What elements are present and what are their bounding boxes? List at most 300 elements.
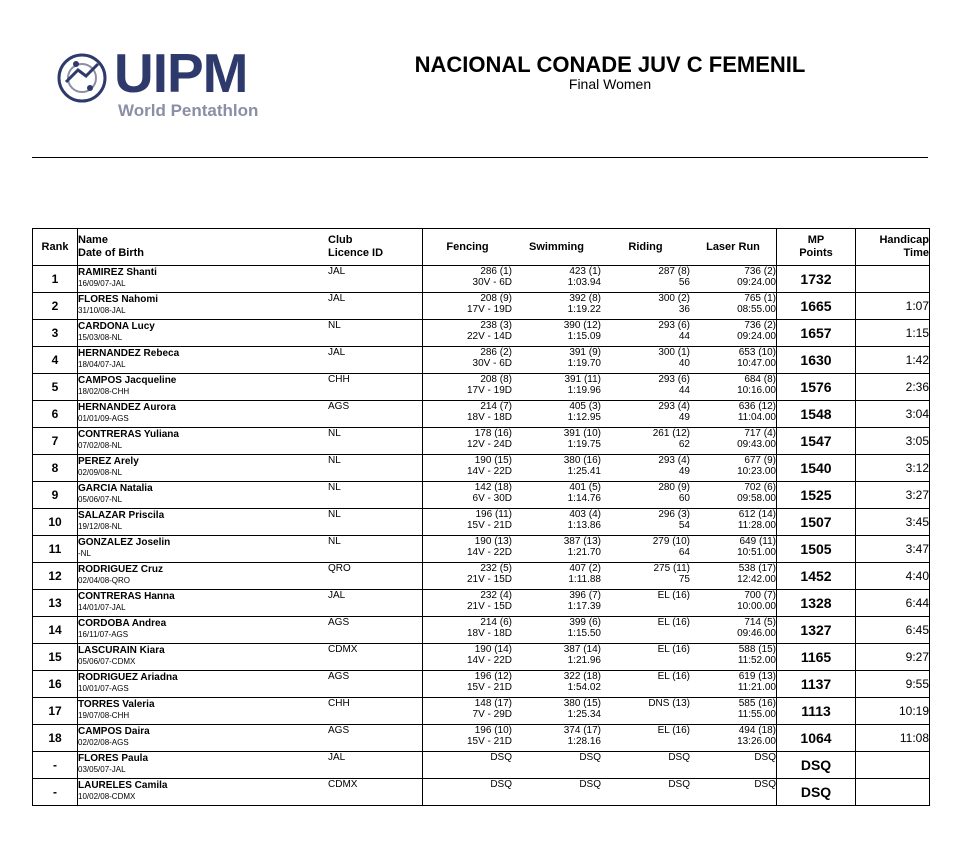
- athlete-dob: 18/02/08-CHH: [78, 387, 130, 396]
- fencing-detail: 7V - 29D: [472, 709, 512, 720]
- swimming-cell: [512, 428, 601, 455]
- riding-score: 296 (3): [658, 509, 690, 520]
- fencing-cell: [423, 320, 513, 347]
- riding-score: EL (16): [657, 590, 690, 601]
- table-row: [33, 374, 930, 401]
- fencing-cell: [423, 563, 513, 590]
- athlete-cell: [78, 671, 329, 698]
- fencing-cell: [423, 293, 513, 320]
- fencing-detail: 30V - 6D: [472, 358, 512, 369]
- mp-points-cell: 1505: [777, 536, 856, 563]
- athlete-cell: [78, 698, 329, 725]
- mp-points-cell: 1525: [777, 482, 856, 509]
- riding-cell: [601, 752, 690, 779]
- table-row: [33, 536, 930, 563]
- athlete-name: LASCURAIN Kiara: [78, 645, 165, 656]
- mp-points-cell: 1665: [777, 293, 856, 320]
- athlete-cell: [78, 536, 329, 563]
- uipm-logo: [56, 42, 286, 126]
- fencing-cell: [423, 590, 513, 617]
- riding-detail: 62: [678, 439, 690, 450]
- swimming-detail: 1:19.96: [567, 385, 601, 396]
- swimming-cell: [512, 752, 601, 779]
- laser-run-score: 585 (16): [738, 698, 776, 709]
- swimming-detail: 1:15.50: [567, 628, 601, 639]
- fencing-score: DSQ: [490, 779, 512, 790]
- mp-points-cell: 1165: [777, 644, 856, 671]
- laser-run-score: 636 (12): [738, 401, 776, 412]
- riding-detail: 36: [678, 304, 690, 315]
- swimming-cell: [512, 671, 601, 698]
- laser-run-detail: 08:55.00: [737, 304, 776, 315]
- athlete-cell: [78, 374, 329, 401]
- athlete-dob: 16/11/07-AGS: [78, 630, 129, 639]
- laser-run-detail: 09:43.00: [737, 439, 776, 450]
- club-cell: JAL: [328, 347, 423, 374]
- riding-score: 279 (10): [652, 536, 690, 547]
- club-cell: AGS: [328, 617, 423, 644]
- riding-score: 293 (4): [658, 455, 690, 466]
- laser-run-detail: 09:46.00: [737, 628, 776, 639]
- rank-cell: 12: [33, 563, 78, 590]
- handicap-time-cell: 3:45: [856, 509, 930, 536]
- athlete-cell: [78, 563, 329, 590]
- page-title: NACIONAL CONADE JUV C FEMENIL: [414, 52, 806, 77]
- club-cell: CHH: [328, 374, 423, 401]
- riding-score: 275 (11): [653, 563, 690, 574]
- swimming-score: 407 (2): [569, 563, 601, 574]
- fencing-detail: 15V - 21D: [466, 736, 512, 747]
- laser-run-detail: 10:51.00: [737, 547, 776, 558]
- athlete-cell: [78, 617, 329, 644]
- swimming-detail: 1:14.76: [567, 493, 601, 504]
- athlete-dob: 18/04/07-JAL: [78, 360, 126, 369]
- laser-run-detail: 09:24.00: [737, 331, 776, 342]
- fencing-score: 214 (6): [480, 617, 512, 628]
- riding-score: 293 (6): [658, 320, 690, 331]
- mp-points-cell: 1630: [777, 347, 856, 374]
- athlete-name: RAMIREZ Shanti: [78, 267, 157, 278]
- fencing-cell: [423, 455, 513, 482]
- handicap-time-cell: 10:19: [856, 698, 930, 725]
- laser-run-detail: 10:47.00: [737, 358, 776, 369]
- rank-cell: 9: [33, 482, 78, 509]
- table-row: [33, 266, 930, 293]
- riding-cell: [601, 482, 690, 509]
- riding-score: DSQ: [668, 779, 690, 790]
- laser-run-cell: [690, 779, 777, 806]
- riding-detail: 44: [678, 385, 690, 396]
- fencing-cell: [423, 752, 513, 779]
- laser-run-detail: 11:55.00: [737, 709, 776, 720]
- rank-cell: -: [33, 752, 78, 779]
- header-riding: Riding: [601, 229, 690, 266]
- fencing-score: 286 (2): [480, 347, 512, 358]
- club-cell: CDMX: [328, 779, 423, 806]
- riding-score: 300 (1): [658, 347, 690, 358]
- riding-score: EL (16): [657, 644, 690, 655]
- swimming-cell: [512, 509, 601, 536]
- athlete-cell: [78, 644, 329, 671]
- handicap-time-cell: 2:36: [856, 374, 930, 401]
- swimming-cell: [512, 590, 601, 617]
- swimming-score: DSQ: [579, 779, 601, 790]
- club-cell: NL: [328, 320, 423, 347]
- rank-cell: 17: [33, 698, 78, 725]
- handicap-time-cell: [856, 266, 930, 293]
- swimming-detail: 1:03.94: [567, 277, 601, 288]
- club-cell: AGS: [328, 671, 423, 698]
- riding-detail: 49: [678, 466, 690, 477]
- club-cell: NL: [328, 482, 423, 509]
- swimming-detail: 1:11.88: [568, 574, 601, 585]
- header-rank: Rank: [33, 229, 78, 266]
- athlete-dob: 05/06/07-NL: [78, 495, 123, 504]
- athlete-name: FLORES Nahomi: [78, 294, 159, 305]
- club-cell: JAL: [328, 266, 423, 293]
- athlete-dob: 15/03/08-NL: [78, 333, 123, 342]
- handicap-time-cell: 3:04: [856, 401, 930, 428]
- swimming-detail: 1:21.96: [567, 655, 601, 666]
- fencing-detail: 6V - 30D: [472, 493, 512, 504]
- swimming-cell: [512, 617, 601, 644]
- handicap-time-cell: 4:40: [856, 563, 930, 590]
- fencing-detail: 14V - 22D: [466, 547, 512, 558]
- fencing-detail: 15V - 21D: [466, 520, 512, 531]
- fencing-detail: 15V - 21D: [466, 682, 512, 693]
- handicap-time-cell: 3:47: [856, 536, 930, 563]
- header-name-label: Name: [78, 234, 108, 246]
- table-row: [33, 590, 930, 617]
- swimming-score: 391 (10): [563, 428, 601, 439]
- athlete-cell: [78, 455, 329, 482]
- table-row: [33, 320, 930, 347]
- swimming-cell: [512, 725, 601, 752]
- fencing-score: 196 (12): [474, 671, 512, 682]
- athlete-name: CONTRERAS Hanna: [78, 591, 175, 602]
- laser-run-score: 649 (11): [739, 536, 776, 547]
- handicap-time-cell: 9:55: [856, 671, 930, 698]
- laser-run-score: DSQ: [754, 779, 776, 790]
- swimming-score: 405 (3): [569, 401, 601, 412]
- handicap-time-cell: 6:44: [856, 590, 930, 617]
- fencing-detail: 21V - 15D: [466, 601, 512, 612]
- athlete-dob: 02/02/08-AGS: [78, 738, 129, 747]
- table-row: [33, 779, 930, 806]
- table-row: [33, 509, 930, 536]
- fencing-score: 196 (11): [475, 509, 512, 520]
- table-row: [33, 752, 930, 779]
- header-club: [328, 229, 423, 266]
- handicap-time-cell: 1:15: [856, 320, 930, 347]
- rank-cell: 6: [33, 401, 78, 428]
- laser-run-cell: [690, 617, 777, 644]
- fencing-cell: [423, 725, 513, 752]
- laser-run-cell: [690, 644, 777, 671]
- rank-cell: 4: [33, 347, 78, 374]
- swimming-score: 380 (16): [563, 455, 601, 466]
- fencing-score: 190 (13): [474, 536, 512, 547]
- riding-score: DSQ: [668, 752, 690, 763]
- laser-run-cell: [690, 590, 777, 617]
- laser-run-cell: [690, 347, 777, 374]
- fencing-cell: [423, 401, 513, 428]
- fencing-score: 196 (10): [474, 725, 512, 736]
- laser-run-score: 684 (8): [744, 374, 776, 385]
- mp-points-cell: 1540: [777, 455, 856, 482]
- laser-run-score: 588 (15): [738, 644, 776, 655]
- fencing-cell: [423, 482, 513, 509]
- table-row: [33, 455, 930, 482]
- swimming-score: 387 (13): [563, 536, 601, 547]
- club-cell: JAL: [328, 752, 423, 779]
- laser-run-detail: 10:00.00: [737, 601, 776, 612]
- swimming-detail: 1:54.02: [567, 682, 601, 693]
- mp-points-cell: DSQ: [777, 779, 856, 806]
- mp-points-cell: 1732: [777, 266, 856, 293]
- laser-run-cell: [690, 401, 777, 428]
- rank-cell: 11: [33, 536, 78, 563]
- swimming-cell: [512, 374, 601, 401]
- mp-points-cell: 1064: [777, 725, 856, 752]
- athlete-dob: 14/01/07-JAL: [78, 603, 126, 612]
- table-row: [33, 725, 930, 752]
- handicap-time-cell: 3:05: [856, 428, 930, 455]
- swimming-score: 391 (9): [569, 347, 601, 358]
- swimming-score: 322 (18): [563, 671, 601, 682]
- swimming-cell: [512, 698, 601, 725]
- athlete-cell: [78, 347, 329, 374]
- fencing-detail: 17V - 19D: [466, 304, 512, 315]
- riding-detail: 44: [678, 331, 690, 342]
- laser-run-detail: 12:42.00: [737, 574, 776, 585]
- athlete-cell: [78, 725, 329, 752]
- swimming-score: 374 (17): [563, 725, 601, 736]
- fencing-score: 178 (16): [474, 428, 512, 439]
- fencing-score: 208 (9): [480, 293, 512, 304]
- swimming-detail: 1:25.41: [567, 466, 601, 477]
- riding-score: 287 (8): [658, 266, 690, 277]
- header-time-label: Time: [903, 247, 929, 259]
- swimming-score: DSQ: [579, 752, 601, 763]
- header-handicap-label: Handicap: [879, 234, 929, 246]
- swimming-cell: [512, 563, 601, 590]
- fencing-score: 286 (1): [480, 266, 512, 277]
- swimming-score: 399 (6): [569, 617, 601, 628]
- riding-score: 300 (2): [658, 293, 690, 304]
- riding-cell: [601, 698, 690, 725]
- riding-cell: [601, 374, 690, 401]
- rank-cell: 5: [33, 374, 78, 401]
- riding-cell: [601, 401, 690, 428]
- table-row: [33, 563, 930, 590]
- fencing-detail: 14V - 22D: [466, 655, 512, 666]
- athlete-name: GARCIA Natalia: [78, 483, 153, 494]
- athlete-name: FLORES Paula: [78, 753, 149, 764]
- fencing-cell: [423, 509, 513, 536]
- laser-run-score: 714 (5): [744, 617, 776, 628]
- laser-run-cell: [690, 509, 777, 536]
- logo-subtitle: World Pentathlon: [118, 101, 259, 120]
- riding-detail: 75: [678, 574, 690, 585]
- swimming-cell: [512, 455, 601, 482]
- riding-score: EL (16): [657, 725, 690, 736]
- mp-points-cell: 1657: [777, 320, 856, 347]
- header-handicap-time: [856, 229, 930, 266]
- fencing-cell: [423, 266, 513, 293]
- riding-score: 293 (4): [658, 401, 690, 412]
- riding-detail: 54: [678, 520, 690, 531]
- swimming-cell: [512, 482, 601, 509]
- riding-cell: [601, 671, 690, 698]
- laser-run-cell: [690, 374, 777, 401]
- swimming-detail: 1:21.70: [567, 547, 601, 558]
- athlete-dob: 07/02/08-NL: [78, 441, 123, 450]
- results-body: [33, 266, 930, 806]
- handicap-time-cell: 3:12: [856, 455, 930, 482]
- fencing-cell: [423, 698, 513, 725]
- header-fencing: Fencing: [423, 229, 513, 266]
- athlete-name: CARDONA Lucy: [78, 321, 155, 332]
- table-row: [33, 347, 930, 374]
- fencing-score: 208 (8): [480, 374, 512, 385]
- fencing-score: 190 (15): [474, 455, 512, 466]
- handicap-time-cell: 9:27: [856, 644, 930, 671]
- fencing-detail: 30V - 6D: [472, 277, 512, 288]
- laser-run-score: 653 (10): [738, 347, 776, 358]
- athlete-cell: [78, 590, 329, 617]
- fencing-score: 142 (18): [474, 482, 512, 493]
- swimming-detail: 1:25.34: [567, 709, 601, 720]
- header-name: [78, 229, 329, 266]
- laser-run-cell: [690, 482, 777, 509]
- handicap-time-cell: [856, 752, 930, 779]
- athlete-name: PEREZ Arely: [78, 456, 139, 467]
- fencing-cell: [423, 374, 513, 401]
- athlete-dob: 16/09/07-JAL: [78, 279, 126, 288]
- laser-run-score: 538 (17): [738, 563, 776, 574]
- mp-points-cell: DSQ: [777, 752, 856, 779]
- athlete-dob: 19/07/08-CHH: [78, 711, 130, 720]
- athlete-name: RODRIGUEZ Ariadna: [78, 672, 178, 683]
- logo-wordmark: UIPM: [114, 42, 248, 104]
- table-row: [33, 644, 930, 671]
- swimming-cell: [512, 293, 601, 320]
- riding-cell: [601, 320, 690, 347]
- club-cell: NL: [328, 455, 423, 482]
- rank-cell: 14: [33, 617, 78, 644]
- mp-points-cell: 1548: [777, 401, 856, 428]
- riding-score: 280 (9): [658, 482, 690, 493]
- laser-run-detail: 09:58.00: [737, 493, 776, 504]
- athlete-dob: 19/12/08-NL: [78, 522, 123, 531]
- mp-points-cell: 1547: [777, 428, 856, 455]
- athlete-cell: [78, 779, 329, 806]
- riding-detail: 60: [678, 493, 690, 504]
- riding-cell: [601, 590, 690, 617]
- header-laser-run: Laser Run: [690, 229, 777, 266]
- swimming-cell: [512, 401, 601, 428]
- swimming-score: 391 (11): [564, 374, 601, 385]
- laser-run-detail: 11:21.00: [737, 682, 776, 693]
- fencing-cell: [423, 644, 513, 671]
- swimming-cell: [512, 779, 601, 806]
- swimming-detail: 1:15.09: [567, 331, 601, 342]
- mp-points-cell: 1328: [777, 590, 856, 617]
- laser-run-score: 700 (7): [744, 590, 776, 601]
- page-subtitle: Final Women: [568, 76, 652, 92]
- laser-run-score: 736 (2): [744, 320, 776, 331]
- riding-cell: [601, 455, 690, 482]
- laser-run-cell: [690, 428, 777, 455]
- results-table: [32, 228, 930, 806]
- laser-run-cell: [690, 563, 777, 590]
- riding-detail: 64: [678, 547, 690, 558]
- athlete-dob: 01/01/09-AGS: [78, 414, 129, 423]
- athlete-name: CORDOBA Andrea: [78, 618, 167, 629]
- club-cell: AGS: [328, 401, 423, 428]
- fencing-cell: [423, 347, 513, 374]
- riding-score: 293 (6): [658, 374, 690, 385]
- swimming-detail: 1:19.75: [567, 439, 601, 450]
- fencing-cell: [423, 428, 513, 455]
- rank-cell: 13: [33, 590, 78, 617]
- fencing-detail: 21V - 15D: [466, 574, 512, 585]
- riding-score: EL (16): [657, 671, 690, 682]
- athlete-name: RODRIGUEZ Cruz: [78, 564, 163, 575]
- club-cell: AGS: [328, 725, 423, 752]
- athlete-cell: [78, 320, 329, 347]
- athlete-cell: [78, 482, 329, 509]
- athlete-name: SALAZAR Priscila: [78, 510, 165, 521]
- fencing-detail: 22V - 14D: [466, 331, 512, 342]
- header-mp-label: MP: [807, 234, 825, 246]
- athlete-dob: 31/10/08-JAL: [78, 306, 126, 315]
- laser-run-score: 702 (6): [744, 482, 776, 493]
- mp-points-cell: 1113: [777, 698, 856, 725]
- athlete-cell: [78, 428, 329, 455]
- riding-cell: [601, 347, 690, 374]
- rank-cell: 8: [33, 455, 78, 482]
- laser-run-cell: [690, 293, 777, 320]
- pentathlon-emblem-icon: [56, 52, 108, 104]
- riding-detail: 49: [678, 412, 690, 423]
- riding-score: EL (16): [657, 617, 690, 628]
- swimming-cell: [512, 536, 601, 563]
- table-row: [33, 401, 930, 428]
- riding-cell: [601, 428, 690, 455]
- handicap-time-cell: 6:45: [856, 617, 930, 644]
- riding-cell: [601, 536, 690, 563]
- athlete-name: TORRES Valeria: [78, 699, 155, 710]
- club-cell: JAL: [328, 590, 423, 617]
- laser-run-detail: 11:04.00: [737, 412, 776, 423]
- swimming-score: 403 (4): [569, 509, 601, 520]
- laser-run-detail: 11:52.00: [737, 655, 776, 666]
- laser-run-cell: [690, 266, 777, 293]
- rank-cell: 7: [33, 428, 78, 455]
- laser-run-score: 619 (13): [738, 671, 776, 682]
- rank-cell: 16: [33, 671, 78, 698]
- swimming-detail: 1:12.95: [567, 412, 601, 423]
- athlete-name: HERNANDEZ Rebeca: [78, 348, 180, 359]
- laser-run-cell: [690, 320, 777, 347]
- swimming-detail: 1:19.22: [567, 304, 601, 315]
- riding-cell: [601, 293, 690, 320]
- fencing-cell: [423, 536, 513, 563]
- laser-run-cell: [690, 671, 777, 698]
- swimming-detail: 1:28.16: [567, 736, 601, 747]
